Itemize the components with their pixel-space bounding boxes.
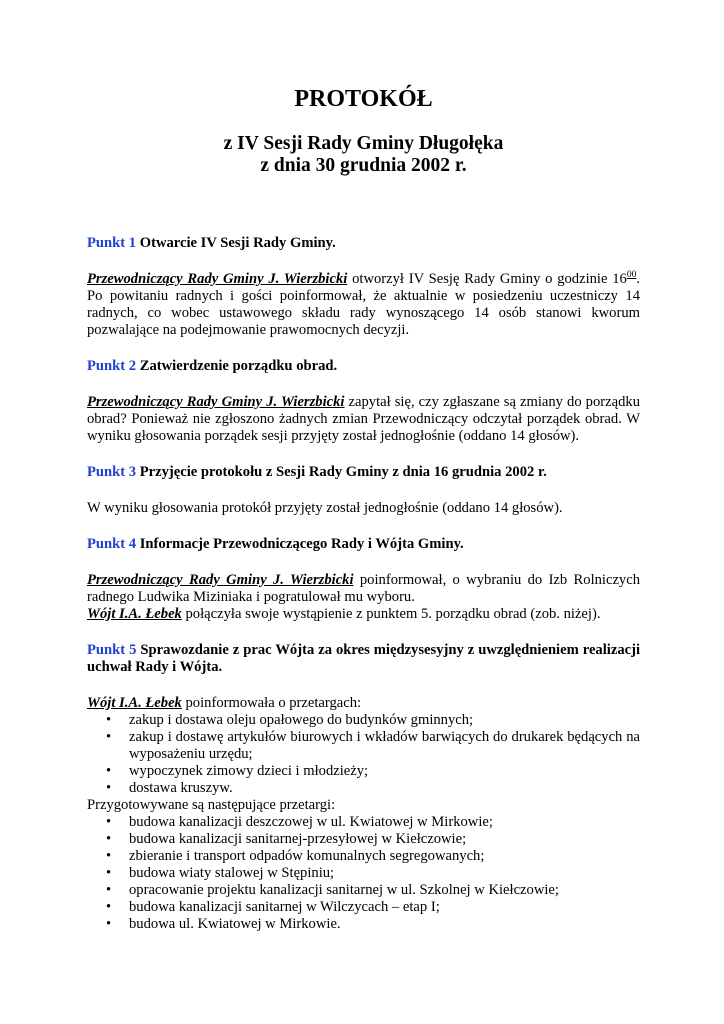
paragraph-text: zapytał się, czy zgłaszane są zmiany do porządku obrad? Ponieważ nie zgłoszono żadnych zmian Przewodniczący odczytał porządek obrad. W wyniku głosowania porządek sesji przyjęty został jednogłośnie (oddano 14 głosów). <box>87 394 640 444</box>
point-2-heading <box>87 358 640 375</box>
point-title: Przyjęcie protokołu z Sesji Rady Gminy z dnia 16 grudnia 2002 r. <box>136 464 547 480</box>
list-item: • zakup i dostawę artykułów biurowych i wkładów barwiących do drukarek będących na wyposażeniu urzędu; <box>87 729 640 763</box>
paragraph-text: poinformował, o wybraniu do Izb Rolniczych radnego Ludwika Miziniaka i pogratulował mu wyboru. <box>87 572 640 605</box>
point-title: Informacje Przewodniczącego Rady i Wójta Gminy. <box>136 536 464 552</box>
paragraph-text: poinformowała o przetargach: <box>181 695 362 711</box>
point-1-text <box>87 271 640 339</box>
speaker-mayor: Wójt I.A. Łebek <box>87 695 182 711</box>
list-item: • opracowanie projektu kanalizacji sanitarnej w ul. Szkolnej w Kiełczowie; <box>87 882 640 899</box>
point-title: Sprawozdanie z prac Wójta za okres międzysesyjny z uwzględnieniem realizacji uchwał Rady i Wójta. <box>87 642 641 675</box>
list-item: • zakup i dostawa oleju opałowego do budynków gminnych; <box>87 712 640 729</box>
point-3-text: W wyniku głosowania protokół przyjęty został jednogłośnie (oddano 14 głosów). <box>87 500 563 516</box>
speaker-mayor: Wójt I.A. Łebek <box>87 606 182 622</box>
paragraph-text: otworzył IV Sesję Rady Gminy o godzinie 16 <box>347 271 627 287</box>
point-2-text <box>87 394 640 445</box>
document-page <box>87 84 640 933</box>
list-item: • budowa ul. Kwiatowej w Mirkowie. <box>87 916 640 933</box>
point-4-text-2 <box>87 606 640 623</box>
point-number: Punkt 4 <box>87 536 137 552</box>
time-superscript: 00 <box>626 270 637 280</box>
list-item: • budowa kanalizacji sanitarnej-przesyłowej w Kiełczowie; <box>87 831 640 848</box>
point-number: Punkt 5 <box>87 642 137 658</box>
page-title: PROTOKÓŁ <box>294 86 433 112</box>
point-1-heading <box>87 235 640 252</box>
point-number: Punkt 1 <box>87 235 137 251</box>
point-4-text <box>87 572 640 606</box>
speaker-chair: Przewodniczący Rady Gminy J. Wierzbicki <box>87 572 354 588</box>
point-5-heading <box>87 642 640 676</box>
list-item: • dostawa kruszyw. <box>87 780 640 797</box>
paragraph-text: . Po powitaniu radnych i gości poinformował, że aktualnie w posiedzeniu uczestniczy 14 radnych, co wobec ustawowego składu rady wynoszącego 14 osób stanowi kworum pozwalające na podejmowanie prawomocnych decyzji. <box>87 271 640 338</box>
point-title: Otwarcie IV Sesji Rady Gminy. <box>136 235 336 251</box>
list-item: • zbieranie i transport odpadów komunalnych segregowanych; <box>87 848 640 865</box>
point-title: Zatwierdzenie porządku obrad. <box>136 358 338 374</box>
point-5-text <box>87 695 640 712</box>
subtitle-line-1: z IV Sesji Rady Gminy Długołęka <box>223 133 504 154</box>
list-item: • budowa kanalizacji deszczowej w ul. Kwiatowej w Mirkowie; <box>87 814 640 831</box>
point-3-heading <box>87 464 640 481</box>
speaker-chair: Przewodniczący Rady Gminy J. Wierzbicki <box>87 394 345 410</box>
point-number: Punkt 3 <box>87 464 137 480</box>
paragraph-text: połączyła swoje wystąpienie z punktem 5. porządku obrad (zob. niżej). <box>181 606 601 622</box>
subtitle-line-2: z dnia 30 grudnia 2002 r. <box>260 155 467 176</box>
point-number: Punkt 2 <box>87 358 137 374</box>
list-item: • budowa kanalizacji sanitarnej w Wilczycach – etap I; <box>87 899 640 916</box>
prepared-tenders-list <box>87 814 640 933</box>
point-4-heading <box>87 536 640 553</box>
list-item: • wypoczynek zimowy dzieci i młodzieży; <box>87 763 640 780</box>
prepared-label: Przygotowywane są następujące przetargi: <box>87 797 336 813</box>
list-item: • budowa wiaty stalowej w Stępiniu; <box>87 865 640 882</box>
subtitle <box>87 133 640 177</box>
tenders-list <box>87 712 640 797</box>
speaker-chair: Przewodniczący Rady Gminy J. Wierzbicki <box>87 271 348 287</box>
